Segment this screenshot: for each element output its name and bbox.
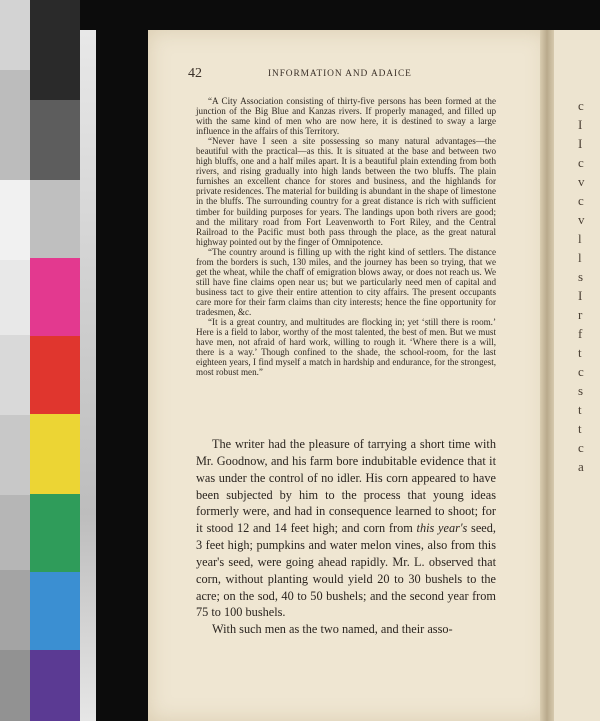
- facing-page-letter: I: [578, 136, 583, 151]
- facing-page-letter: c: [578, 98, 584, 113]
- facing-page-letter: l: [578, 250, 582, 265]
- quoted-letter: [196, 96, 496, 377]
- body-text: [196, 436, 496, 638]
- emphasis: this year's: [416, 521, 468, 536]
- facing-page-letter: I: [578, 288, 583, 303]
- facing-page-letter: c: [578, 440, 584, 455]
- book-gutter: [540, 30, 554, 721]
- facing-page-letter: s: [578, 269, 584, 284]
- facing-page-edge: [554, 30, 600, 721]
- purple-swatch: [30, 650, 80, 721]
- gray-swatch: [0, 260, 30, 335]
- facing-page-letter: c: [578, 155, 584, 170]
- running-head: INFORMATION AND ADAICE: [268, 69, 412, 79]
- yellow-swatch: [30, 414, 80, 494]
- facing-page-letter: f: [578, 326, 583, 341]
- facing-page-letter: c: [578, 364, 584, 379]
- facing-page-letter: t: [578, 421, 582, 436]
- facing-page-letter: v: [578, 174, 585, 189]
- blue-swatch: [30, 572, 80, 650]
- facing-page-letter: s: [578, 383, 584, 398]
- gray-swatch: [0, 415, 30, 495]
- red-swatch: [30, 336, 80, 414]
- gray-gradient-strip: [80, 30, 96, 721]
- facing-page-letter: l: [578, 231, 582, 246]
- quote-paragraph: “Never have I seen a site possessing so many natural advantages—the beautiful with the practical—as this. It is situated at the base and between two high bluffs, one and a half miles apart. It is a beautiful plain extending from both rivers, and rising gradually into high lands between the two bluffs. The plain furnishes an excellent chance for stores and business, and the highlands for private residences. The material for building is abundant in the shape of limestone in the bluffs. The surrounding country for a great distance is rich with sufficient timber for building purposes for years. The landings upon both rivers are good; and the military road from Fort Leavenworth to Fort Riley, and the Central Railroad to the Pacific must both pass through the place, as the great natural highway pointed out by the finger of Omnipotence.: [196, 136, 496, 247]
- color-swatch-column: [30, 0, 80, 721]
- green-swatch: [30, 494, 80, 572]
- body-paragraph: With such men as the two named, and their asso-: [212, 622, 453, 637]
- gray-swatch: [0, 570, 30, 650]
- facing-page-letter: a: [578, 459, 584, 474]
- light-gray-swatch: [30, 180, 80, 258]
- facing-page-letter: t: [578, 402, 582, 417]
- facing-page-letter: r: [578, 307, 583, 322]
- body-paragraph: The writer had the pleasure of tarrying a short time with Mr. Goodnow, and his farm bore indubitable evidence that it was under the control of no idler. His corn appeared to have been subjected by him to the process that young ideas formerly were, and had in consequence learned to shoot; for it stood 12 and 14 feet high; and corn from this year's seed, 3 feet high; pumpkins and water melon vines, also from this year's seed, were going ahead rapidly. Mr. L. observed that corn, without planting would yield 20 to 30 bushels to the acre; on the sod, 40 to 50 bushels; and the second year from 75 to 100 bushels.: [196, 437, 496, 620]
- gray-swatch: [0, 650, 30, 721]
- gray-swatch: [0, 335, 30, 415]
- magenta-swatch: [30, 258, 80, 336]
- gray-swatch: [0, 70, 30, 180]
- gray-swatch: [0, 495, 30, 570]
- dark-gray-swatch: [30, 100, 80, 180]
- quote-paragraph: “The country around is filling up with the right kind of settlers. The distance from the borders is such, 130 miles, and the journey has been so trying, that we get the wheat, while the chaff of emigration blows away, or does not reach us. We still have fine claims open near us; but we particularly need men of capital and business tact to give their entire attention to city affairs. The present occupants care more for their farm claims than city interests; hence the fine opportunity for tradesmen, &c.: [196, 246, 496, 317]
- facing-page-letter: t: [578, 345, 582, 360]
- facing-page-letter: v: [578, 212, 585, 227]
- facing-page-letter: c: [578, 193, 584, 208]
- gray-swatch: [0, 0, 30, 70]
- quote-paragraph: “It is a great country, and multitudes are flocking in; yet ‘still there is room.’ Here is a field to labor, worthy of the most talented, the best of men. But we must have men, not afraid of hard work, willing to rough it. ‘Where there is a will, there is a way.’ Though confined to the shade, the school-room, for the last eighteen years, I find myself a match in hardship and endurance, for the strongest, most robust men.”: [196, 317, 496, 378]
- facing-page-letter: I: [578, 117, 583, 132]
- black-swatch: [30, 0, 80, 100]
- page-number: 42: [188, 66, 202, 81]
- gray-swatch: [0, 180, 30, 260]
- gray-scale-column: [0, 0, 30, 721]
- quote-paragraph: “A City Association consisting of thirty-five persons has been formed at the junction of the Big Blue and Kanzas rivers. If properly managed, and filled up with the same kind of men who are now here, it is destined to sway a large influence in the affairs of this Territory.: [196, 96, 496, 137]
